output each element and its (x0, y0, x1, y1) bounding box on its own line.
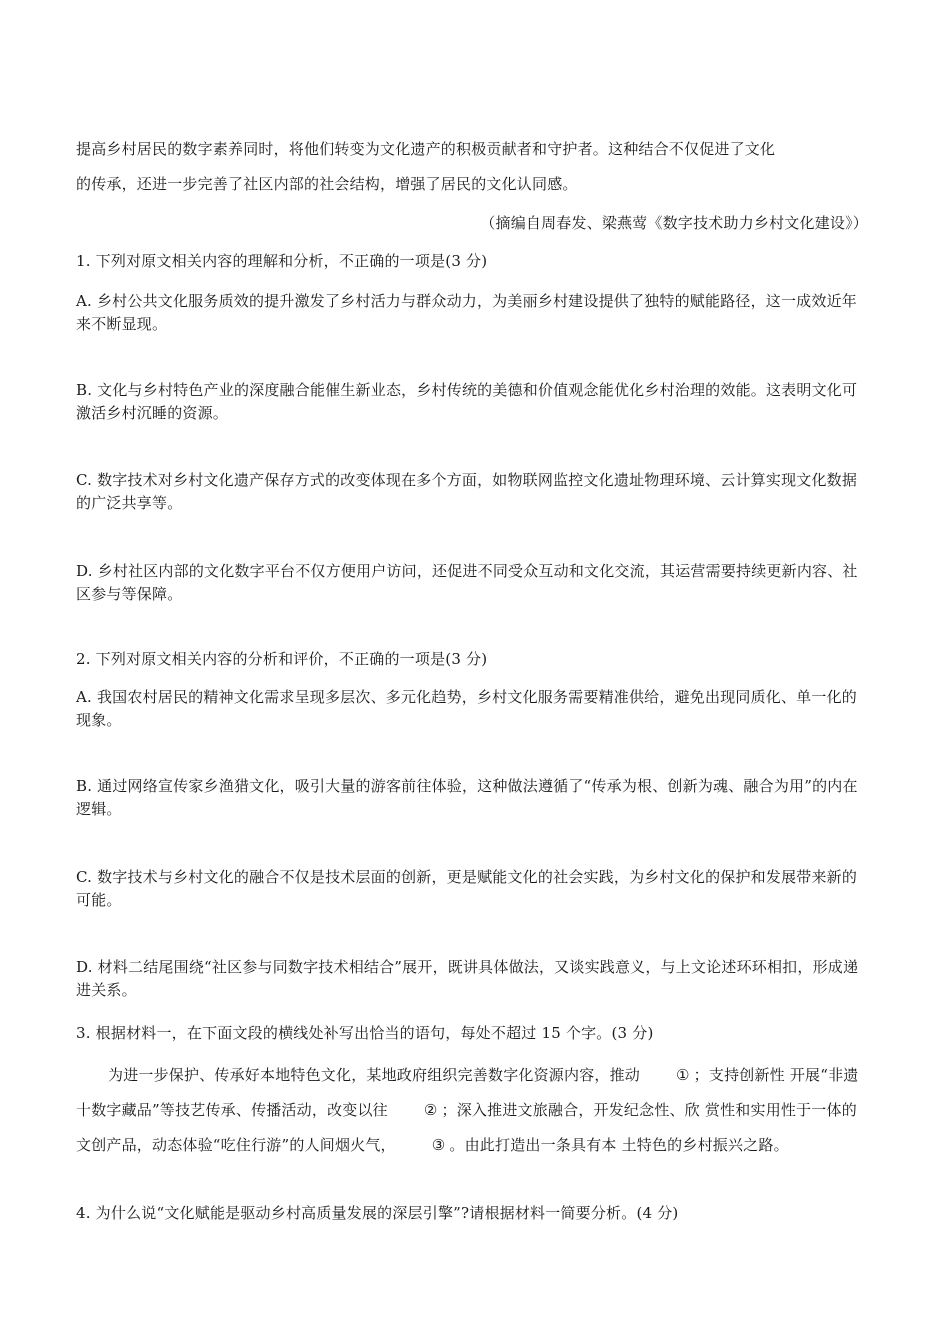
passage-line-1: 提高乡村居民的数字素养同时，将他们转变为文化遗产的积极贡献者和守护者。这种结合不仅促进了文化 (76, 140, 776, 158)
blank-1-marker: ① (676, 1066, 690, 1084)
question-2-option-c: C. 数字技术与乡村文化的融合不仅是技术层面的创新，更是赋能文化的社会实践，为乡村文化的保护和发展带来新的可能。 (76, 868, 858, 909)
question-1-option-c: C. 数字技术对乡村文化遗产保存方式的改变体现在多个方面，如物联网监控文化遗址物理环境、云计算实现文化数据的广泛共享等。 (76, 471, 858, 512)
question-1-option-d: D. 乡村社区内部的文化数字平台不仅方便用户访问，还促进不同受众互动和文化交流，其运营需要持续更新内容、社区参与等保障。 (76, 562, 858, 603)
question-3-stem: 3. 根据材料一，在下面文段的横线处补写出恰当的语句，每处不超过 15 个字。(3 分) (76, 1024, 654, 1042)
source-citation: （摘编自周春发、梁燕莺《数字技术助力乡村文化建设》） (480, 214, 868, 232)
fill-text-part-2: ；支持创新性 开展“非遗十数字藏品”等技艺传承、传播活动，改变以往 (76, 1066, 859, 1119)
fill-text-part-3: ；深入推进文旅融合，开发纪念性、欣 赏性和实用性于一体的文创产品，动态体验“吃住行游”的人间烟火气， (76, 1101, 857, 1154)
passage-ending (76, 132, 868, 202)
question-1-option-b: B. 文化与乡村特色产业的深度融合能催生新业态，乡村传统的美德和价值观念能优化乡村治理的效能。这表明文化可激活乡村沉睡的资源。 (76, 381, 858, 422)
blank-3-marker: ③ (431, 1136, 446, 1154)
question-2-option-d: D. 材料二结尾围绕“社区参与同数字技术相结合”展开，既讲具体做法，又谈实践意义，与上文论述环环相扣，形成递进关系。 (76, 958, 859, 999)
question-1-option-a: A. 乡村公共文化服务质效的提升激发了乡村活力与群众动力，为美丽乡村建设提供了独特的赋能路径，这一成效近年来不断显现。 (76, 292, 857, 333)
question-2-option-a: A. 我国农村居民的精神文化需求呈现多层次、多元化趋势，乡村文化服务需要精准供给，避免出现同质化、单一化的现象。 (76, 688, 857, 729)
question-1-stem: 1. 下列对原文相关内容的理解和分析，不正确的一项是(3 分) (76, 252, 488, 270)
blank-2-marker: ② (423, 1101, 438, 1119)
fill-text-part-1: 为进一步保护、传承好本地特色文化，某地政府组织完善数字化资源内容，推动 (108, 1066, 641, 1084)
question-3-paragraph (76, 1058, 868, 1163)
question-2-stem: 2. 下列对原文相关内容的分析和评价，不正确的一项是(3 分) (76, 650, 488, 668)
passage-line-2: 的传承，还进一步完善了社区内部的社会结构，增强了居民的文化认同感。 (76, 175, 578, 193)
question-4-stem: 4. 为什么说“文化赋能是驱动乡村高质量发展的深层引擎”?请根据材料一简要分析。(4 分) (76, 1204, 679, 1222)
question-2-option-b: B. 通过网络宣传家乡渔猎文化，吸引大量的游客前往体验，这种做法遵循了“传承为根、创新为魂、融合为用”的内在逻辑。 (76, 777, 858, 818)
fill-text-part-4: 。由此打造出一条具有本 土特色的乡村振兴之路。 (449, 1136, 789, 1154)
